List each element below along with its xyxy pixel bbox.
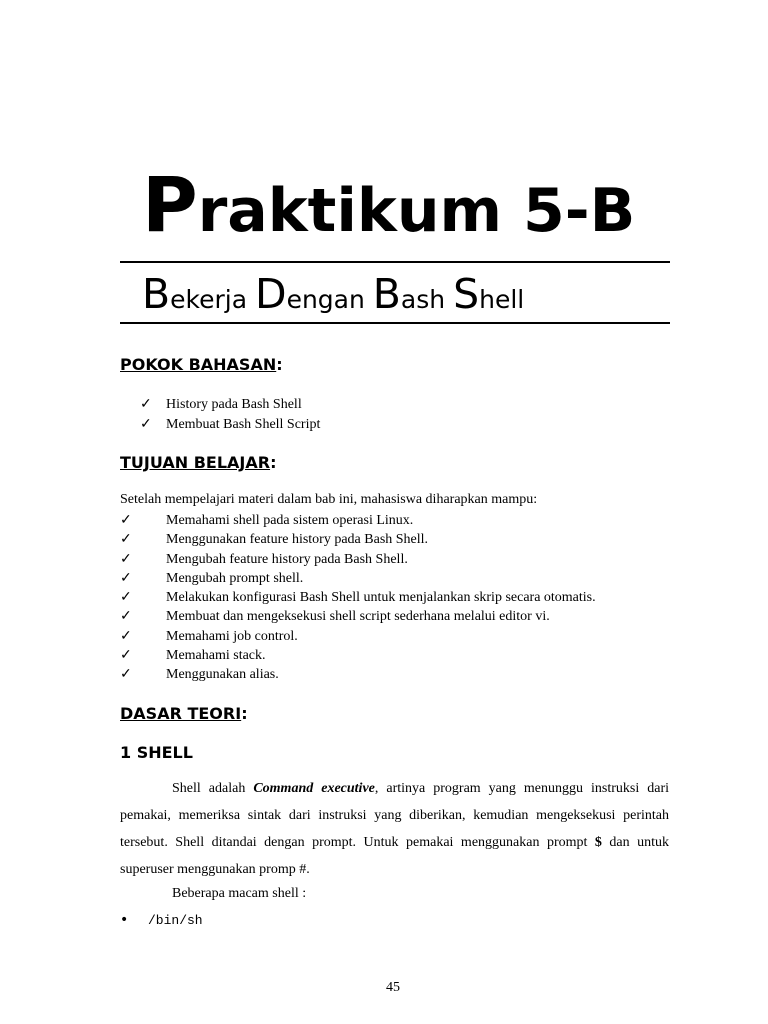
- shell-paragraph: Shell adalah Command executive, artinya program yang menunggu instruksi dari pemakai, memeriksa sintak dari instruksi yang diberikan, kemudian mengeksekusi perintah tersebut. Shell ditandai dengan prompt. Untuk pemakai menggunakan prompt $ dan untuk superuser menggunakan promp #.: [120, 781, 670, 877]
- list-item: ✓ Memahami stack.: [120, 647, 266, 663]
- shell-types-intro: Beberapa macam shell :: [172, 886, 307, 901]
- list-item: ✓ Mengubah prompt shell.: [120, 570, 304, 586]
- tujuan-belajar-heading: TUJUAN BELAJAR:: [120, 453, 277, 472]
- list-item: ✓ Membuat Bash Shell Script: [140, 416, 321, 432]
- checkmark-icon: ✓: [120, 590, 132, 605]
- list-item: ✓ History pada Bash Shell: [140, 397, 302, 412]
- checkmark-icon: ✓: [120, 628, 132, 644]
- checkmark-icon: ✓: [120, 551, 132, 567]
- page-subtitle: Bekerja Dengan Bash Shell: [142, 270, 525, 318]
- list-item: ✓ Memahami job control.: [120, 628, 298, 644]
- pokok-bahasan-list: [140, 395, 320, 434]
- checkmark-icon: ✓: [120, 532, 132, 548]
- bullet-icon: •: [120, 912, 129, 928]
- list-item: ✓ Membuat dan mengeksekusi shell script sederhana melalui editor vi.: [120, 609, 550, 625]
- page-number: 45: [386, 980, 400, 995]
- list-item: ✓ Mengubah feature history pada Bash Shell.: [120, 551, 408, 567]
- shell-path: /bin/sh: [148, 913, 203, 928]
- title-rule-top: [120, 261, 670, 263]
- dasar-teori-heading: DASAR TEORI:: [120, 704, 248, 723]
- checkmark-icon: ✓: [120, 513, 132, 528]
- checkmark-icon: ✓: [120, 667, 132, 682]
- list-item: ✓ Menggunakan alias.: [120, 667, 279, 682]
- title-rule-bottom: [120, 322, 670, 324]
- list-item: ✓ Memahami shell pada sistem operasi Linux.: [120, 513, 414, 528]
- checkmark-icon: ✓: [120, 647, 132, 663]
- list-item: [120, 911, 203, 929]
- section-shell-heading: 1 SHELL: [120, 743, 193, 762]
- tujuan-intro: Setelah mempelajari materi dalam bab ini, mahasiswa diharapkan mampu:: [120, 492, 538, 507]
- checkmark-icon: ✓: [120, 609, 132, 625]
- tujuan-belajar-list: [120, 511, 596, 684]
- pokok-bahasan-heading: POKOK BAHASAN:: [120, 355, 283, 374]
- list-item: ✓ Melakukan konfigurasi Bash Shell untuk menjalankan skrip secara otomatis.: [120, 590, 596, 605]
- list-item: ✓ Menggunakan feature history pada Bash Shell.: [120, 532, 429, 548]
- checkmark-icon: ✓: [140, 397, 152, 412]
- checkmark-icon: ✓: [140, 416, 152, 432]
- page-title: Praktikum 5-B: [142, 160, 636, 249]
- checkmark-icon: ✓: [120, 570, 132, 586]
